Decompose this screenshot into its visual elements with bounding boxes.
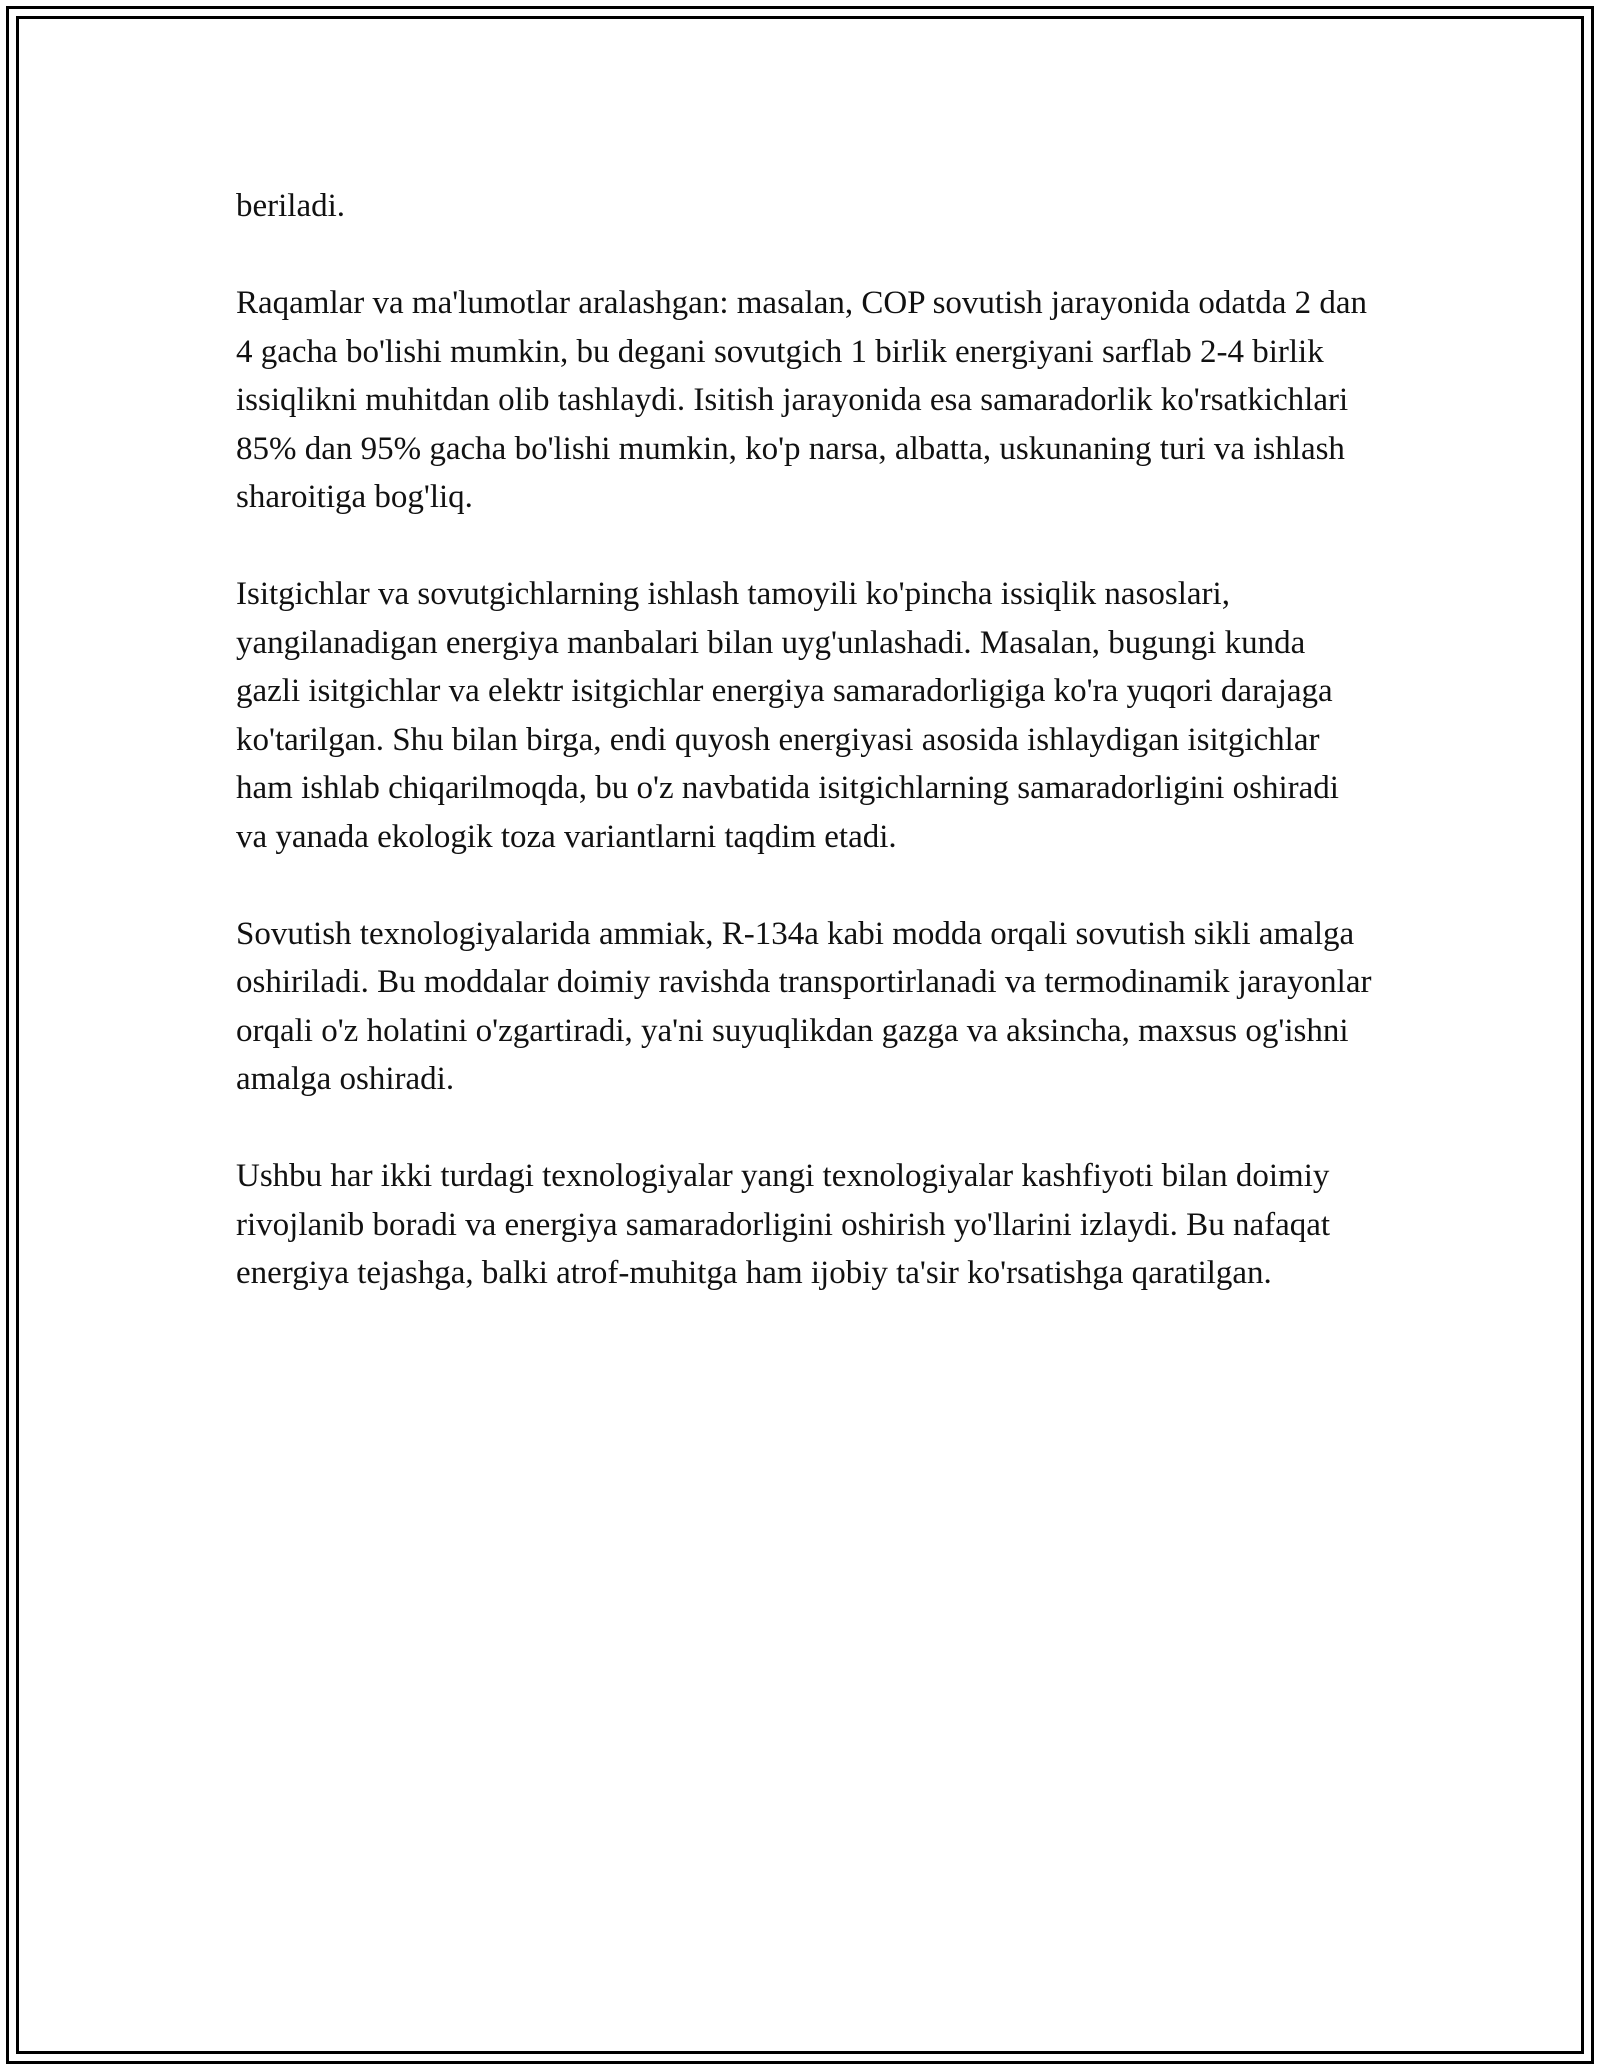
paragraph-3: Isitgichlar va sovutgichlarning ishlash tamoyili ko'pincha issiqlik nasoslari, yangilanadigan energiya manbalari bilan uyg'unlashadi. Masalan, bugungi kunda gazli isitgichlar va elektr isitgichlar energiya samaradorligiga ko'ra yuqori darajaga ko'tarilgan. Shu bilan birga, endi quyosh energiyasi asosida ishlaydigan isitgichlar ham ishlab chiqarilmoqda, bu o'z navbatida isitgichlarning samaradorligini oshiradi va yanada ekologik toza variantlarni taqdim etadi. — [236, 576, 1339, 855]
paragraph-1: beriladi. — [236, 188, 346, 224]
paragraph-4: Sovutish texnologiyalarida ammiak, R-134a kabi modda orqali sovutish sikli amalga oshiriladi. Bu moddalar doimiy ravishda transportirlanadi va termodinamik jarayonlar orqali o'z holatini o'zgartiradi, ya'ni suyuqlikdan gazga va aksincha, maxsus og'ishni amalga oshiradi. — [236, 915, 1372, 1097]
paragraph-5: Ushbu har ikki turdagi texnologiyalar yangi texnologiyalar kashfiyoti bilan doimiy rivojlanib boradi va energiya samaradorligini oshirish yo'llarini izlaydi. Bu nafaqat energiya tejashga, balki atrof-muhitga ham ijobiy ta'sir ko'rsatishga qaratilgan. — [236, 1158, 1331, 1291]
document-body — [236, 182, 1376, 1298]
paragraph-2: Raqamlar va ma'lumotlar aralashgan: masalan, COP sovutish jarayonida odatda 2 dan 4 gacha bo'lishi mumkin, bu degani sovutgich 1 birlik energiyani sarflab 2-4 birlik issiqlikni muhitdan olib tashlaydi. Isitish jarayonida esa samaradorlik ko'rsatkichlari 85% dan 95% gacha bo'lishi mumkin, ko'p narsa, albatta, uskunaning turi va ishlash sharoitiga bog'liq. — [236, 285, 1367, 515]
